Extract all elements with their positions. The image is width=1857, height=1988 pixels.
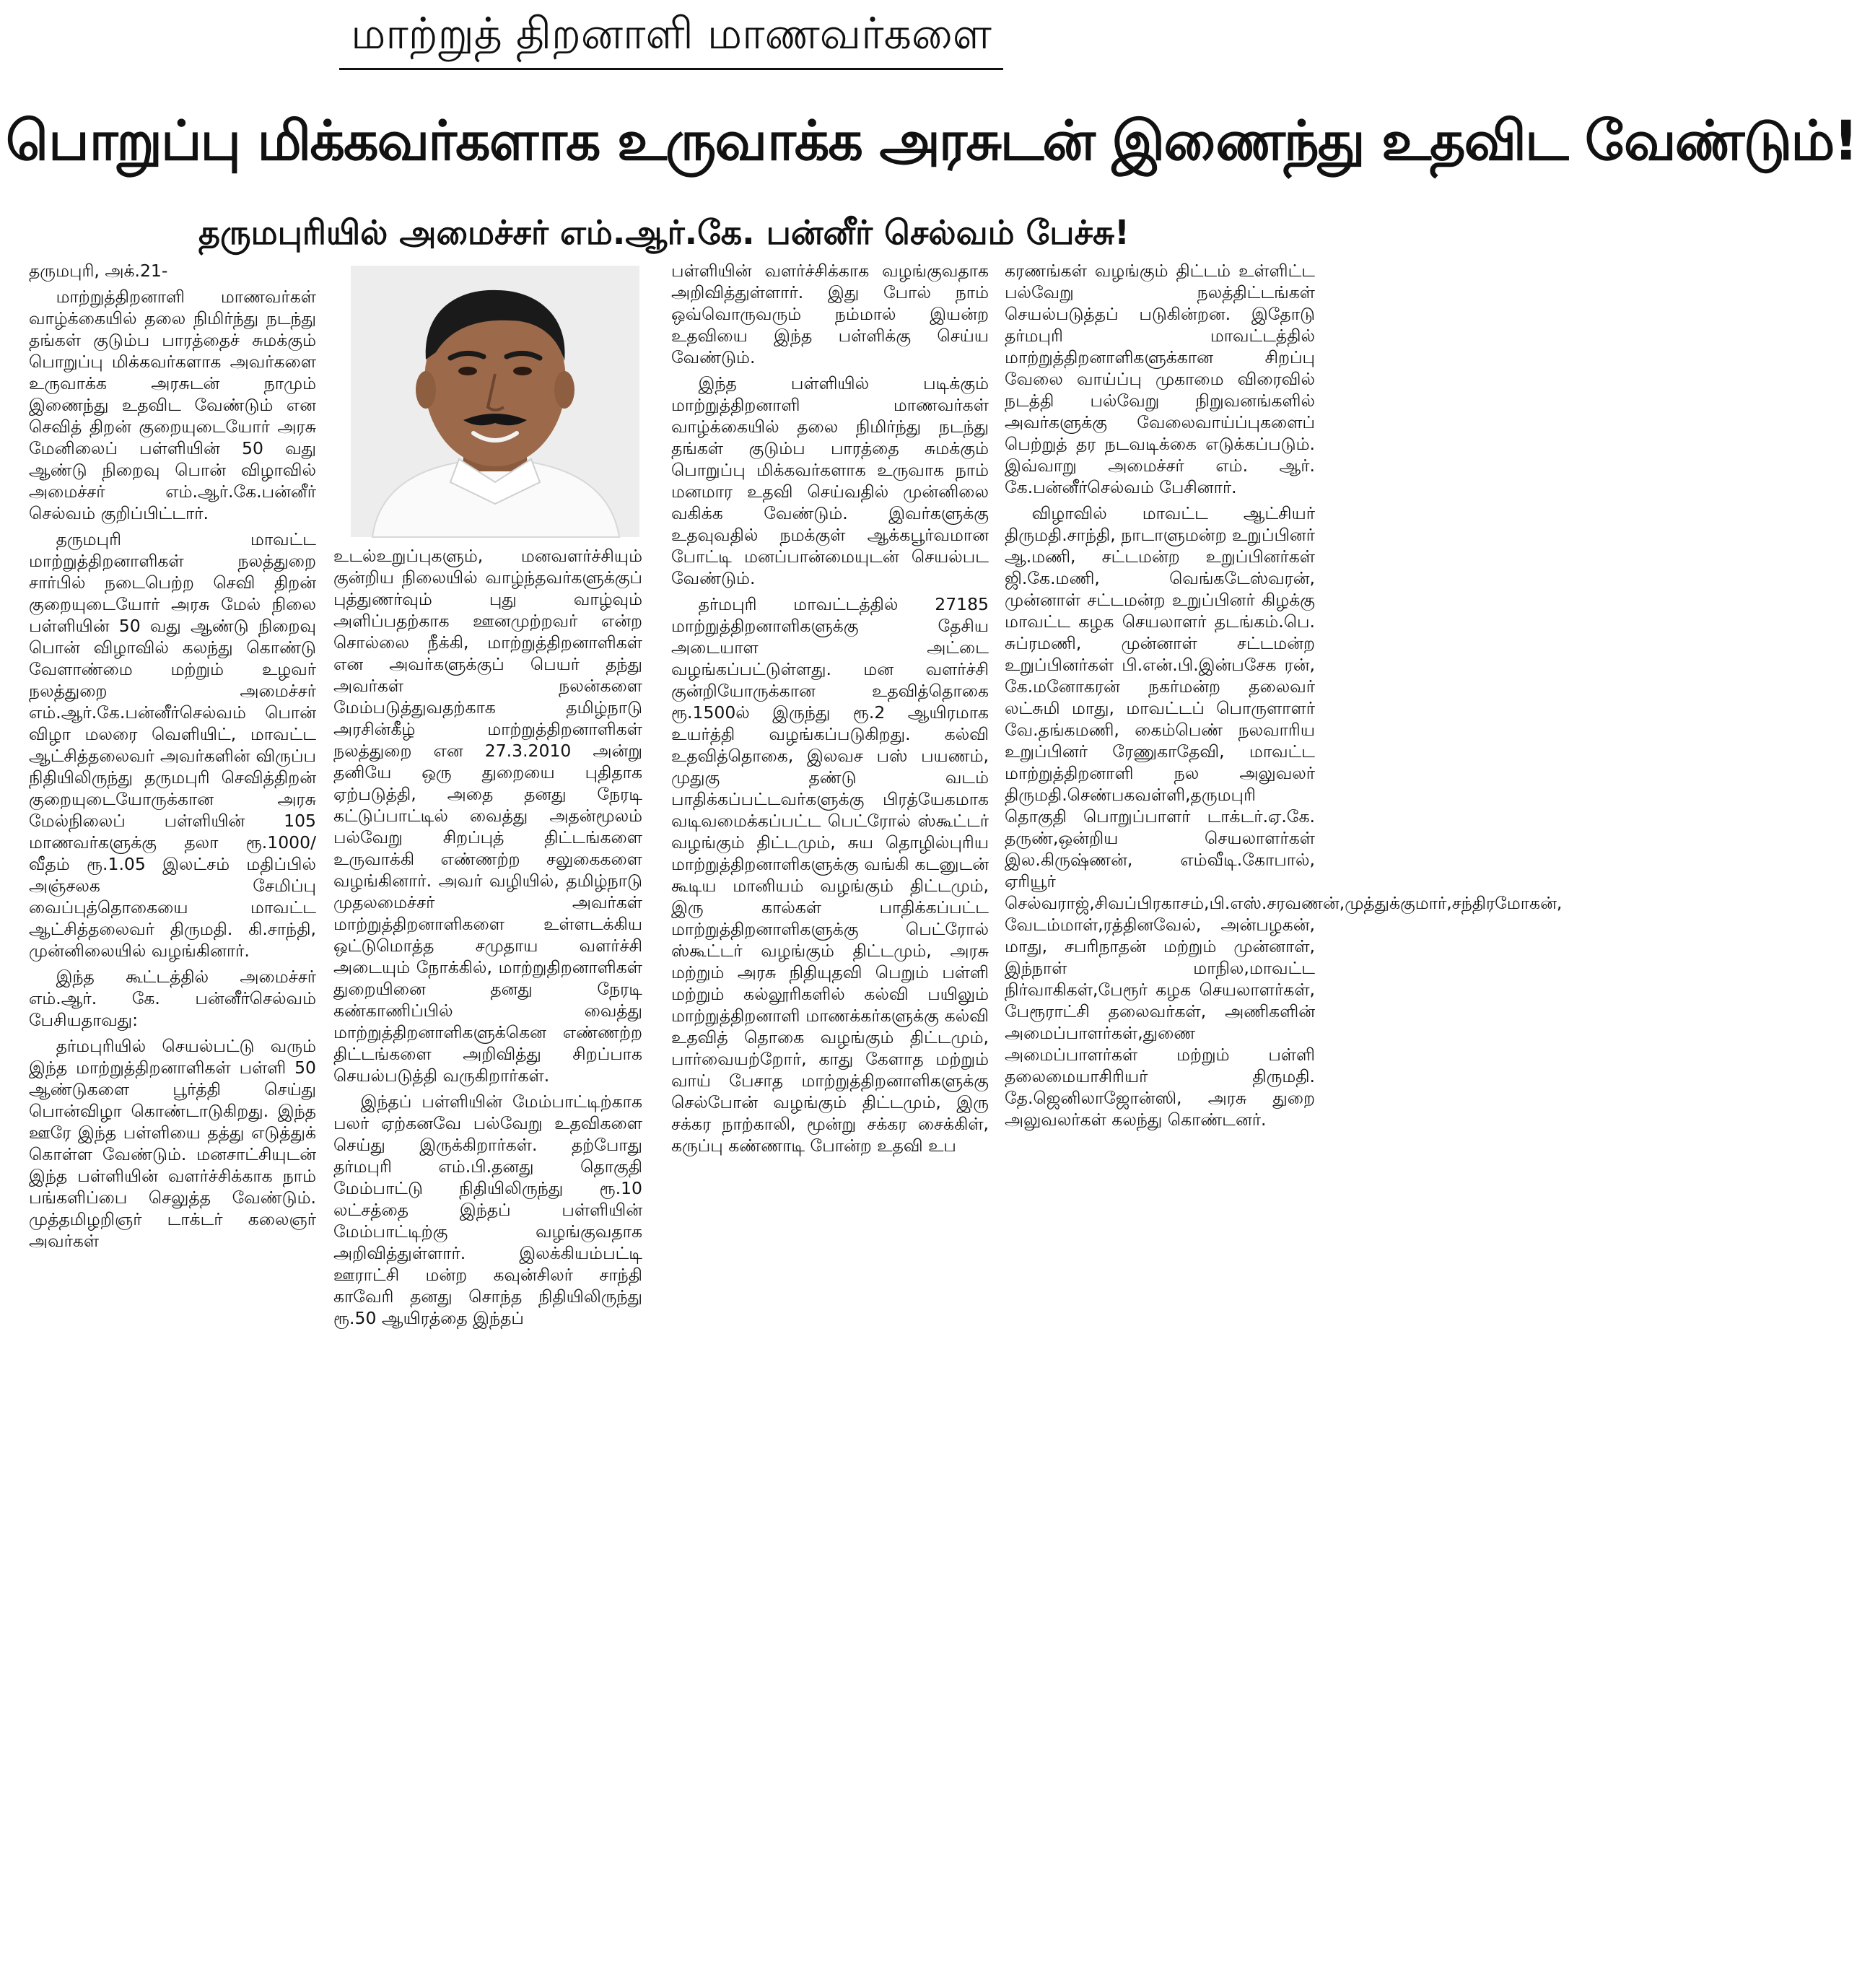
article-column-2: [333, 545, 642, 1982]
paragraph: இந்த கூட்டத்தில் அமைச்சர் எம்.ஆர். கே. பன்னீர்செல்வம் பேசியதாவது:: [29, 967, 316, 1030]
paragraph: உடல்உறுப்புகளும், மனவளர்ச்சியும் குன்றிய நிலையில் வாழ்ந்தவர்களுக்குப் புத்துணர்வும் புது வாழ்வும் அளிப்பதற்காக ஊனமுற்றவர் என்ற சொல்லை நீக்கி, மாற்றுத்திறனாளிகள் என அவர்களுக்குப் பெயர் தந்து அவர்கள் நலன்களை மேம்படுத்துவதற்காக தமிழ்நாடு அரசின்கீழ் மாற்றுத்திறனாளிகள் நலத்துறை என 27.3.2010 அன்று தனியே ஒரு துறையை புதிதாக ஏற்படுத்தி, அதை தனது நேரடி கட்டுப்பாட்டில் வைத்து அதன்மூலம் பல்வேறு சிறப்புத் திட்டங்களை உருவாக்கி எண்ணற்ற சலுகைகளை வழங்கினார். அவர் வழியில், தமிழ்நாடு முதலமைச்சர் அவர்கள் மாற்றுத்திறனாளிகளை உள்ளடக்கிய ஒட்டுமொத்த சமுதாய வளர்ச்சி அடையும் நோக்கில், மாற்றுதிறனாளிகள் துறையினை தனது நேரடி கண்காணிப்பில் வைத்து மாற்றுத்திறனாளிகளுக்கென எண்ணற்ற திட்டங்களை அறிவித்து சிறப்பாக செயல்படுத்தி வருகிறார்கள்.: [333, 546, 642, 1086]
kicker-heading: மாற்றுத் திறனாளி மாணவர்களை: [339, 0, 1003, 70]
article-column-3: [671, 260, 989, 1982]
paragraph: தர்மபுரி மாவட்டத்தில் 27185 மாற்றுத்திறனாளிகளுக்கு தேசிய அடையாள அட்டை வழங்கப்பட்டுள்ளது. மன வளர்ச்சி குன்றியோருக்கான உதவித்தொகை ரூ.1500ல் இருந்து ரூ.2 ஆயிரமாக உயர்த்தி வழங்கப்படுகிறது. கல்வி உதவித்தொகை, இலவச பஸ் பயணம், முதுகு தண்டு வடம் பாதிக்கப்பட்டவர்களுக்கு பிரத்யேகமாக வடிவமைக்கப்பட்ட பெட்ரோல் ஸ்கூட்டர் வழங்கும் திட்டமும், சுய தொழில்புரிய மாற்றுத்திறனாளிகளுக்கு வங்கி கடனுடன் கூடிய மானியம் வழங்கும் திட்டமும், இரு கால்கள் பாதிக்கப்பட்ட மாற்றுத்திறனாளிகளுக்கு பெட்ரோல் ஸ்கூட்டர் வழங்கும் திட்டமும், அரசு மற்றும் அரசு நிதியுதவி பெறும் பள்ளி மற்றும் கல்லூரிகளில் கல்வி பயிலும் மாற்றுத்திறனாளி மாணக்கர்களுக்கு கல்வி உதவித் தொகை வழங்கும் திட்டமும், பார்வையற்றோர், காது கேளாத மற்றும் வாய் பேசாத மாற்றுத்திறனாளிகளுக்கு செல்போன் வழங்கும் திட்டமும், இரு சக்கர நாற்காலி, மூன்று சக்கர சைக்கிள், கருப்பு கண்ணாடி போன்ற உதவி உப: [671, 594, 989, 1156]
article-column-1: [29, 260, 316, 1982]
paragraph: கரணங்கள் வழங்கும் திட்டம் உள்ளிட்ட பல்வேறு நலத்திட்டங்கள் செயல்படுத்தப் படுகின்றன. இதோடு தர்மபுரி மாவட்டத்தில் மாற்றுத்திறனாளிகளுக்கான சிறப்பு வேலை வாய்ப்பு முகாமை விரைவில் நடத்தி பல்வேறு நிறுவனங்களில் அவர்களுக்கு வேலைவாய்ப்புகளைப் பெற்றுத் தர நடவடிக்கை எடுக்கப்படும். இவ்வாறு அமைச்சர் எம். ஆர். கே.பன்னீர்செல்வம் பேசினார்.: [1005, 261, 1315, 497]
paragraph: மாற்றுத்திறனாளி மாணவர்கள் வாழ்க்கையில் தலை நிமிர்ந்து நடந்து தங்கள் குடும்ப பாரத்தைச் சுமக்கும் பொறுப்பு மிக்கவர்களாக அவர்களை உருவாக்க அரசுடன் நாமும் இணைந்து உதவிட வேண்டும் என செவித் திறன் குறையுடையோர் அரசு மேனிலைப் பள்ளியின் 50 வது ஆண்டு நிறைவு பொன் விழாவில் அமைச்சர் எம்.ஆர்.கே.பன்னீர் செல்வம் குறிப்பிட்டார்.: [29, 287, 316, 523]
dateline: தருமபுரி, அக்.21-: [29, 261, 168, 281]
subheadline: தருமபுரியில் அமைச்சர் எம்.ஆர்.கே. பன்னீர் செல்வம் பேச்சு!: [198, 213, 1130, 252]
minister-portrait-photo: [351, 266, 639, 537]
headline: பொறுப்பு மிக்கவர்களாக உருவாக்க அரசுடன் இணைந்து உதவிட வேண்டும்!: [6, 108, 1857, 173]
paragraph: இந்த பள்ளியில் படிக்கும் மாற்றுத்திறனாளி மாணவர்கள் வாழ்க்கையில் தலை நிமிர்ந்து நடந்து தங்கள் குடும்ப பாரத்தை சுமக்கும் பொறுப்பு மிக்கவர்களாக உருவாக நாம் மனமார உதவி செய்வதில் முன்னிலை வகிக்க வேண்டும். இவர்களுக்கு உதவுவதில் நமக்குள் ஆக்கபூர்வமான போட்டி மனப்பான்மையுடன் செயல்பட வேண்டும்.: [671, 373, 989, 588]
portrait-illustration: [351, 266, 639, 537]
paragraph: பள்ளியின் வளர்ச்சிக்காக வழங்குவதாக அறிவித்துள்ளார். இது போல் நாம் ஒவ்வொருவரும் நம்மால் இயன்ற உதவியை இந்த பள்ளிக்கு செய்ய வேண்டும்.: [671, 261, 989, 367]
paragraph: விழாவில் மாவட்ட ஆட்சியர் திருமதி.சாந்தி, நாடாளுமன்ற உறுப்பினர் ஆ.மணி, சட்டமன்ற உறுப்பினர்கள் ஜி.கே.மணி, வெங்கடேஸ்வரன், முன்னாள் சட்டமன்ற உறுப்பினர் கிழக்கு மாவட்ட கழக செயலாளர் தடங்கம்.பெ. சுப்ரமணி, முன்னாள் சட்டமன்ற உறுப்பினர்கள் பி.என்.பி.இன்பசேக ரன், கே.மனோகரன் நகர்மன்ற தலைவர் லட்சுமி மாது, மாவட்டப் பொருளாளர் வே.தங்கமணி, கைம்பெண் நலவாரிய உறுப்பினர் ரேணுகாதேவி, மாவட்ட மாற்றுத்திறனாளி நல அலுவலர் திருமதி.செண்பகவள்ளி,தருமபுரி தொகுதி பொறுப்பாளர் டாக்டர்.ஏ.கே. தருண்,ஒன்றிய செயலாளர்கள் இல.கிருஷ்ணன், எம்வீடி.கோபால், ஏரியூர் செல்வராஜ்,சிவப்பிரகாசம்,பி.எஸ்.சரவணன்,முத்துக்குமார்,சந்திரமோகன், வேடம்மாள்,ரத்தினவேல், அன்பழகன், மாது, சபரிநாதன் மற்றும் முன்னாள், இந்நாள் மாநில,மாவட்ட நிர்வாகிகள்,பேரூர் கழக செயலாளர்கள், பேரூராட்சி தலைவர்கள், அணிகளின் அமைப்பாளர்கள்,துணை அமைப்பாளர்கள் மற்றும் பள்ளி தலைமையாசிரியர் திருமதி. தே.ஜெனிலாஜோன்ஸி, அரசு துறை அலுவலர்கள் கலந்து கொண்டனர்.: [1005, 503, 1563, 1130]
article-column-4: [1005, 260, 1563, 1982]
paragraph: இந்தப் பள்ளியின் மேம்பாட்டிற்காக பலர் ஏற்கனவே பல்வேறு உதவிகளை செய்து இருக்கிறார்கள். தற்போது தர்மபுரி எம்.பி.தனது தொகுதி மேம்பாட்டு நிதியிலிருந்து ரூ.10 லட்சத்தை இந்தப் பள்ளியின் மேம்பாட்டிற்கு வழங்குவதாக அறிவித்துள்ளார். இலக்கியம்பட்டி ஊராட்சி மன்ற கவுன்சிலர் சாந்தி காவேரி தனது சொந்த நிதியிலிருந்து ரூ.50 ஆயிரத்தை இந்தப்: [333, 1091, 642, 1328]
paragraph: தருமபுரி மாவட்ட மாற்றுத்திறனாளிகள் நலத்துறை சார்பில் நடைபெற்ற செவி திறன் குறையுடையோர் அரசு மேல் நிலை பள்ளியின் 50 வது ஆண்டு நிறைவு பொன் விழாவில் கலந்து கொண்டு வேளாண்மை மற்றும் உழவர் நலத்துறை அமைச்சர் எம்.ஆர்.கே.பன்னீர்செல்வம் பொன் விழா மலரை வெளியிட், மாவட்ட ஆட்சித்தலைவர் அவர்களின் விருப்ப நிதியிலிருந்து தருமபுரி செவித்திறன் குறையுடையோருக்கான அரசு மேல்நிலைப் பள்ளியின் 105 மாணவர்களுக்கு தலா ரூ.1000/ வீதம் ரூ.1.05 இலட்சம் மதிப்பில் அஞ்சலக சேமிப்பு வைப்புத்தொகையை மாவட்ட ஆட்சித்தலைவர் திருமதி. கி.சாந்தி, முன்னிலையில் வழங்கினார்.: [29, 529, 316, 961]
paragraph: தர்மபுரியில் செயல்பட்டு வரும் இந்த மாற்றுத்திறனாளிகள் பள்ளி 50 ஆண்டுகளை பூர்த்தி செய்து பொன்விழா கொண்டாடுகிறது. இந்த ஊரே இந்த பள்ளியை தத்து எடுத்துக் கொள்ள வேண்டும். மனசாட்சியுடன் இந்த பள்ளியின் வளர்ச்சிக்காக நாம் பங்களிப்பை செலுத்த வேண்டும். முத்தமிழறிஞர் டாக்டர் கலைஞர் அவர்கள்: [29, 1036, 316, 1251]
